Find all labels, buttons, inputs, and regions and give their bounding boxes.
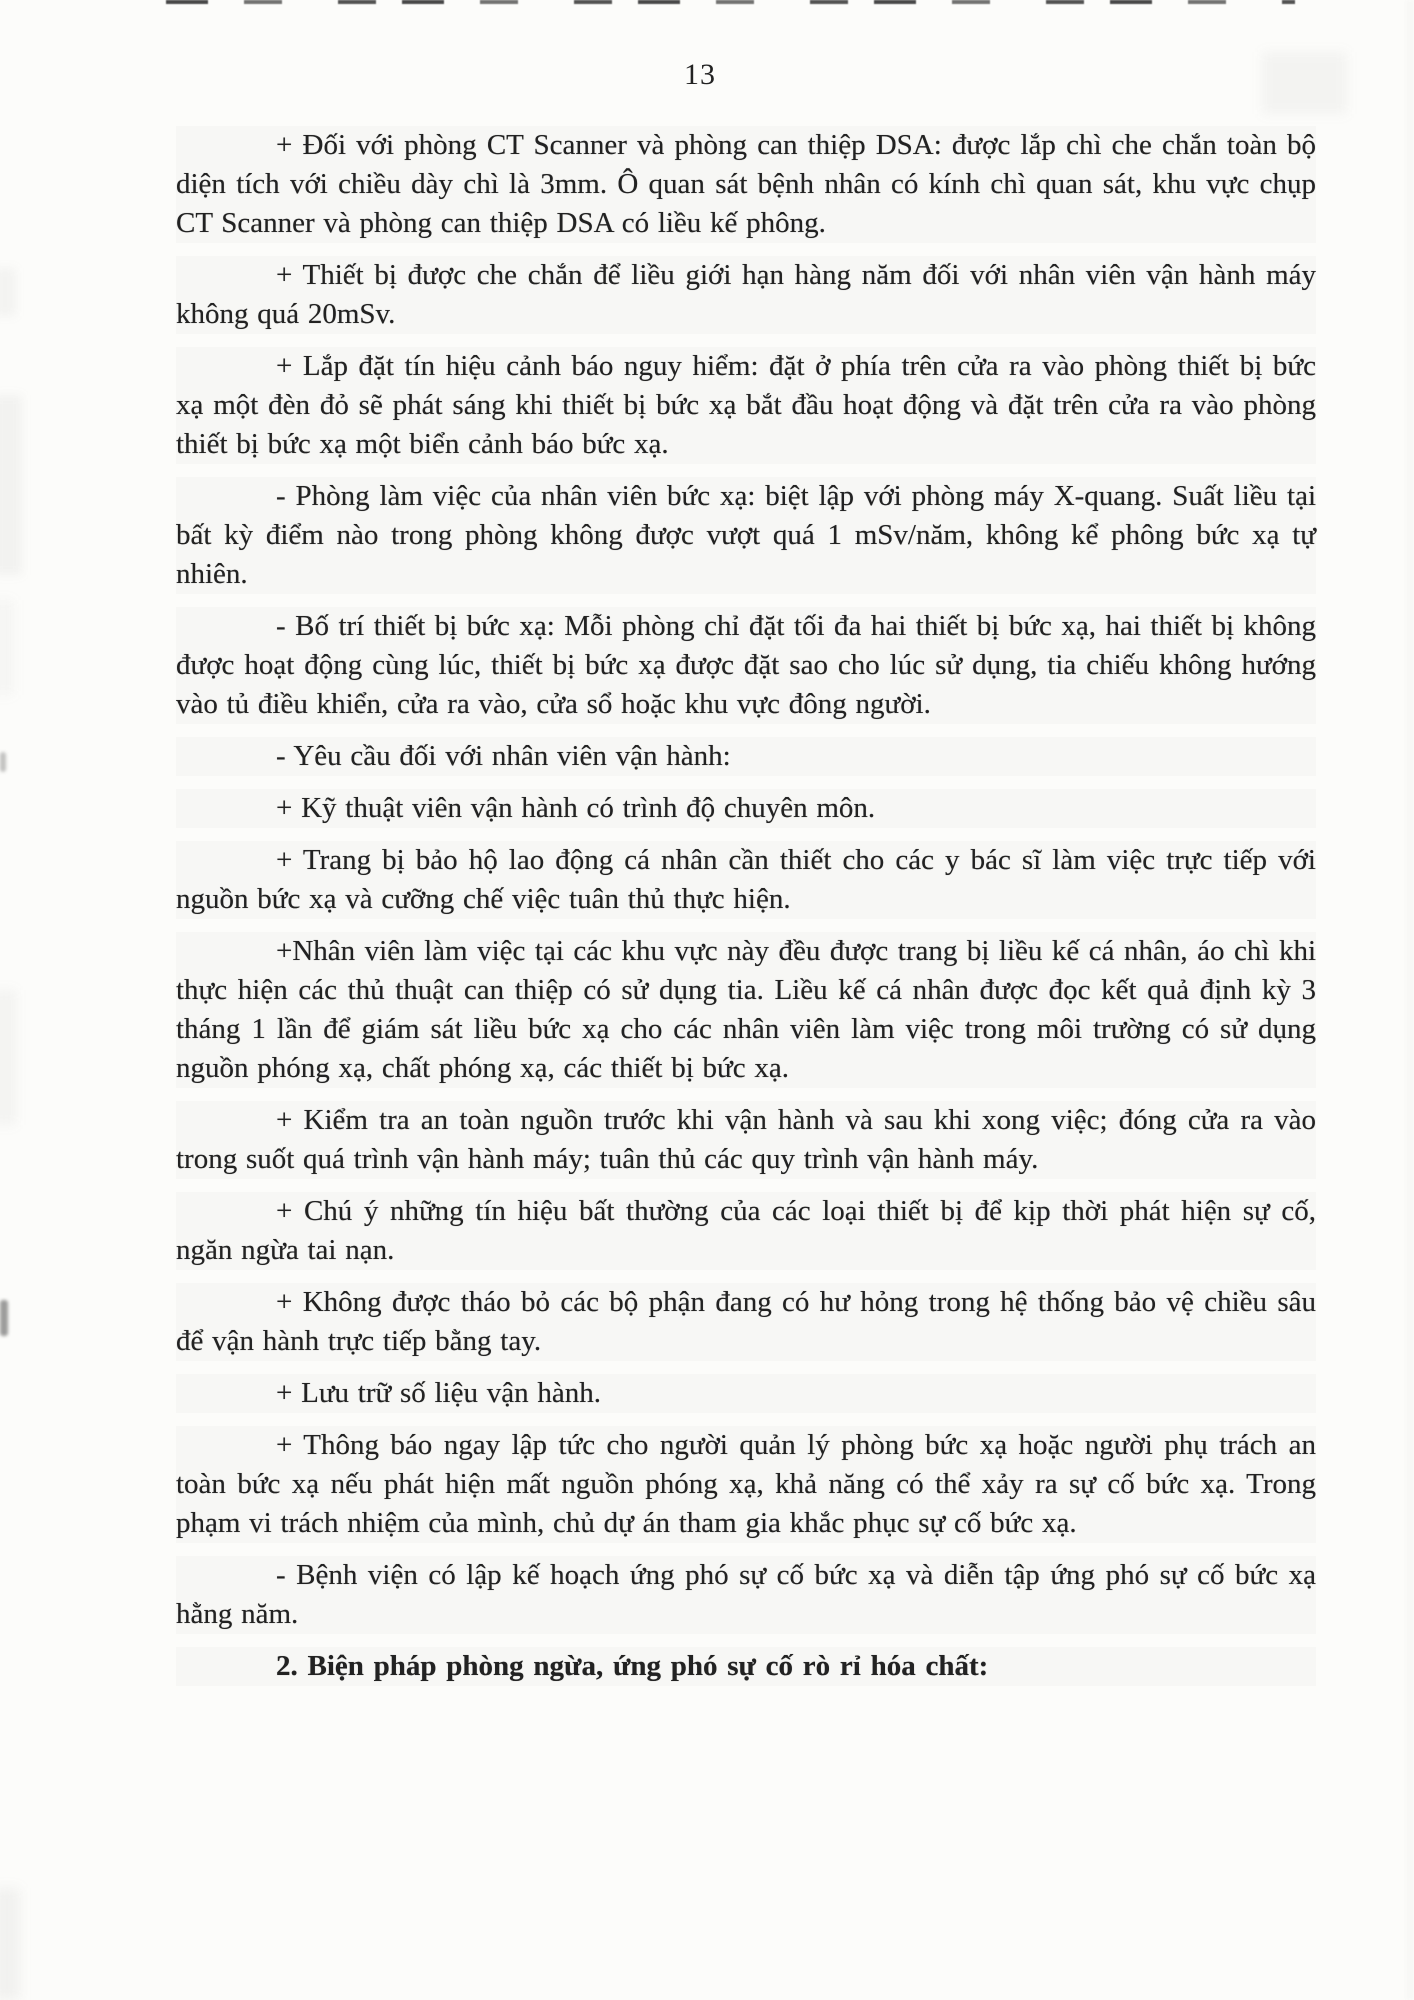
paragraph-incident-reporting: + Thông báo ngay lập tức cho người quản lý phòng bức xạ hoặc người phụ trách an toàn bức xạ nếu phát hiện mất nguồn phóng xạ, khả năng có thể xảy ra sự cố bức xạ. Trong phạm vi trách nhiệm của mình, chủ dự án tham gia khắc phục sự cố bức xạ.	[176, 1426, 1316, 1543]
page-number: 13	[684, 58, 716, 91]
scan-smudge-left-1	[0, 268, 16, 316]
paragraph-ppe: + Trang bị bảo hộ lao động cá nhân cần thiết cho các y bác sĩ làm việc trực tiếp với nguồn bức xạ và cưỡng chế việc tuân thủ thực hiện.	[176, 841, 1316, 919]
section-heading-chemical-leak: 2. Biện pháp phòng ngừa, ứng phó sự cố rò rỉ hóa chất:	[176, 1647, 1316, 1686]
scan-smudge-left-4	[0, 990, 16, 1125]
paragraph-personal-dosimeter: +Nhân viên làm việc tại các khu vực này đều được trang bị liều kế cá nhân, áo chì khi thực hiện các thủ thuật can thiệp có sử dụng tia. Liều kế cá nhân được đọc kết quả định kỳ 3 tháng 1 lần để giám sát liều bức xạ cho các nhân viên làm việc trong môi trường có sử dụng nguồn phóng xạ, chất phóng xạ, các thiết bị bức xạ.	[176, 932, 1316, 1088]
scan-smudge-left-3	[0, 600, 14, 695]
paragraph-warning-signal: + Lắp đặt tín hiệu cảnh báo nguy hiểm: đặt ở phía trên cửa ra vào phòng thiết bị bức xạ một đèn đỏ sẽ phát sáng khi thiết bị bức xạ bắt đầu hoạt động và đặt trên cửa ra vào phòng thiết bị bức xạ một biển cảnh báo bức xạ.	[176, 347, 1316, 464]
paragraph-technician-qualified: + Kỹ thuật viên vận hành có trình độ chuyên môn.	[176, 789, 1316, 828]
document-body	[176, 126, 1316, 1699]
scan-smudge-left-2	[0, 395, 22, 575]
paragraph-source-safety-check: + Kiểm tra an toàn nguồn trước khi vận hành và sau khi xong việc; đóng cửa ra vào trong suốt quá trình vận hành máy; tuân thủ các quy trình vận hành máy.	[176, 1101, 1316, 1179]
paragraph-keep-operation-data: + Lưu trữ số liệu vận hành.	[176, 1374, 1316, 1413]
scan-mark-left-edge-small	[0, 752, 6, 772]
paragraph-dose-limit-20msv: + Thiết bị được che chắn để liều giới hạn hàng năm đối với nhân viên vận hành máy không quá 20mSv.	[176, 256, 1316, 334]
paragraph-operator-requirements: - Yêu cầu đối với nhân viên vận hành:	[176, 737, 1316, 776]
paragraph-response-plan-drill: - Bệnh viện có lập kế hoạch ứng phó sự cố bức xạ và diễn tập ứng phó sự cố bức xạ hằng năm.	[176, 1556, 1316, 1634]
scan-edge-artifact-top	[140, 0, 1295, 4]
paragraph-ct-scanner-dsa: + Đối với phòng CT Scanner và phòng can thiệp DSA: được lắp chì che chắn toàn bộ diện tích với chiều dày chì là 3mm. Ô quan sát bệnh nhân có kính chì quan sát, khu vực chụp CT Scanner và phòng can thiệp DSA có liều kế phông.	[176, 126, 1316, 243]
paragraph-no-manual-bypass: + Không được tháo bỏ các bộ phận đang có hư hỏng trong hệ thống bảo vệ chiều sâu để vận hành trực tiếp bằng tay.	[176, 1283, 1316, 1361]
paragraph-staff-room: - Phòng làm việc của nhân viên bức xạ: biệt lập với phòng máy X-quang. Suất liều tại bất kỳ điểm nào trong phòng không được vượt quá 1 mSv/năm, không kể phông bức xạ tự nhiên.	[176, 477, 1316, 594]
paragraph-equipment-layout: - Bố trí thiết bị bức xạ: Mỗi phòng chỉ đặt tối đa hai thiết bị bức xạ, hai thiết bị không được hoạt động cùng lúc, thiết bị bức xạ được đặt sao cho lúc sử dụng, tia chiếu không hướng vào tủ điều khiển, cửa ra vào, cửa sổ hoặc khu vực đông người.	[176, 607, 1316, 724]
scan-mark-left-edge-dark	[0, 1300, 8, 1336]
scan-smudge-bottom-left	[0, 1888, 20, 2000]
scan-edge-artifact-right	[1406, 0, 1414, 2000]
paragraph-abnormal-signals: + Chú ý những tín hiệu bất thường của các loại thiết bị để kịp thời phát hiện sự cố, ngăn ngừa tai nạn.	[176, 1192, 1316, 1270]
